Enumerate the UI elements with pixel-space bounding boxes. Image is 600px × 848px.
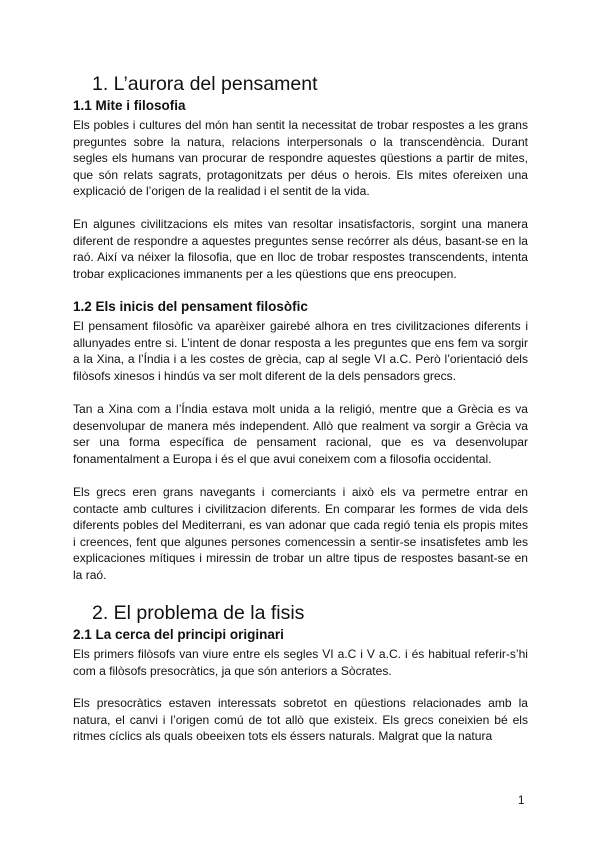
subsection-heading-2-1: 2.1 La cerca del principi originari [73, 627, 284, 642]
section-heading-2: 2. El problema de la fisis [92, 602, 305, 624]
paragraph: El pensament filosòfic va aparèixer gairebé alhora en tres civilitzaciones diferents i allunyades entre si. L’intent de donar resposta a les preguntes que ens fem va sorgir a la Xina, a l’Índia i a les costes de grècia, cap al segle VI a.C. Però l’orientació dels filòsofs xinesos i hindús va ser molt diferent de la dels pensadors grecs. [73, 319, 528, 383]
paragraph: Els grecs eren grans navegants i comerciants i això els va permetre entrar en contacte amb cultures i civilitzacion diferents. En comparar les formes de vida dels diferents pobles del Mediterrani, es van adonar que cada regió tenia els propis mites i creences, fent que algunes persones comencessin a sentir-se insatisfetes amb les explicaciones mítiques i miressin de trobar un altre tipus de respostes basant-se en la raó. [73, 485, 528, 582]
section-heading-1: 1. L’aurora del pensament [92, 73, 318, 95]
page-number: 1 [518, 795, 525, 807]
subsection-heading-1-1: 1.1 Mite i filosofia [73, 98, 186, 113]
paragraph: Els presocràtics estaven interessats sobretot en qüestions relacionades amb la natura, el canvi i l’origen comú de tot allò que existeix. Els grecs coneixien bé els ritmes cíclics als quals obeeixen tots els éssers naturals. Malgrat que la natura [73, 696, 528, 743]
paragraph: Els primers filòsofs van viure entre els segles VI a.C i V a.C. i és habitual referir-s’hi com a filòsofs presocràtics, ja que són anteriors a Sòcrates. [73, 647, 528, 678]
paragraph: Els pobles i cultures del món han sentit la necessitat de trobar respostes a les grans preguntes sobre la natura, relacions interpersonals o la transcendència. Durant segles els humans van procurar de respondre aquestes qüestions a partir de mites, que són relats sagrats, protagonitzats per déus o herois. Els mites ofereixen una explicació de l’origen de la realidad i el sentit de la vida. [73, 118, 528, 198]
paragraph: Tan a Xina com a l’Índia estava molt unida a la religió, mentre que a Grècia es va desenvolupar de manera més independent. Allò que realment va sorgir a Grècia va ser una forma específica de pensament racional, que es va desenvolupar fonamentalment a Europa i és el que avui coneixem com a filosofia occidental. [73, 402, 528, 466]
subsection-heading-1-2: 1.2 Els inicis del pensament filosòfic [73, 299, 308, 314]
paragraph: En algunes civilitzacions els mites van resoltar insatisfactoris, sorgint una manera diferent de respondre a aquestes preguntes sense recórrer als déus, basant-se en la raó. Així va néixer la filosofia, que en lloc de trobar respostes transcendents, intenta trobar explicaciones immanents per a les qüestions que ens preocupen. [73, 217, 528, 281]
